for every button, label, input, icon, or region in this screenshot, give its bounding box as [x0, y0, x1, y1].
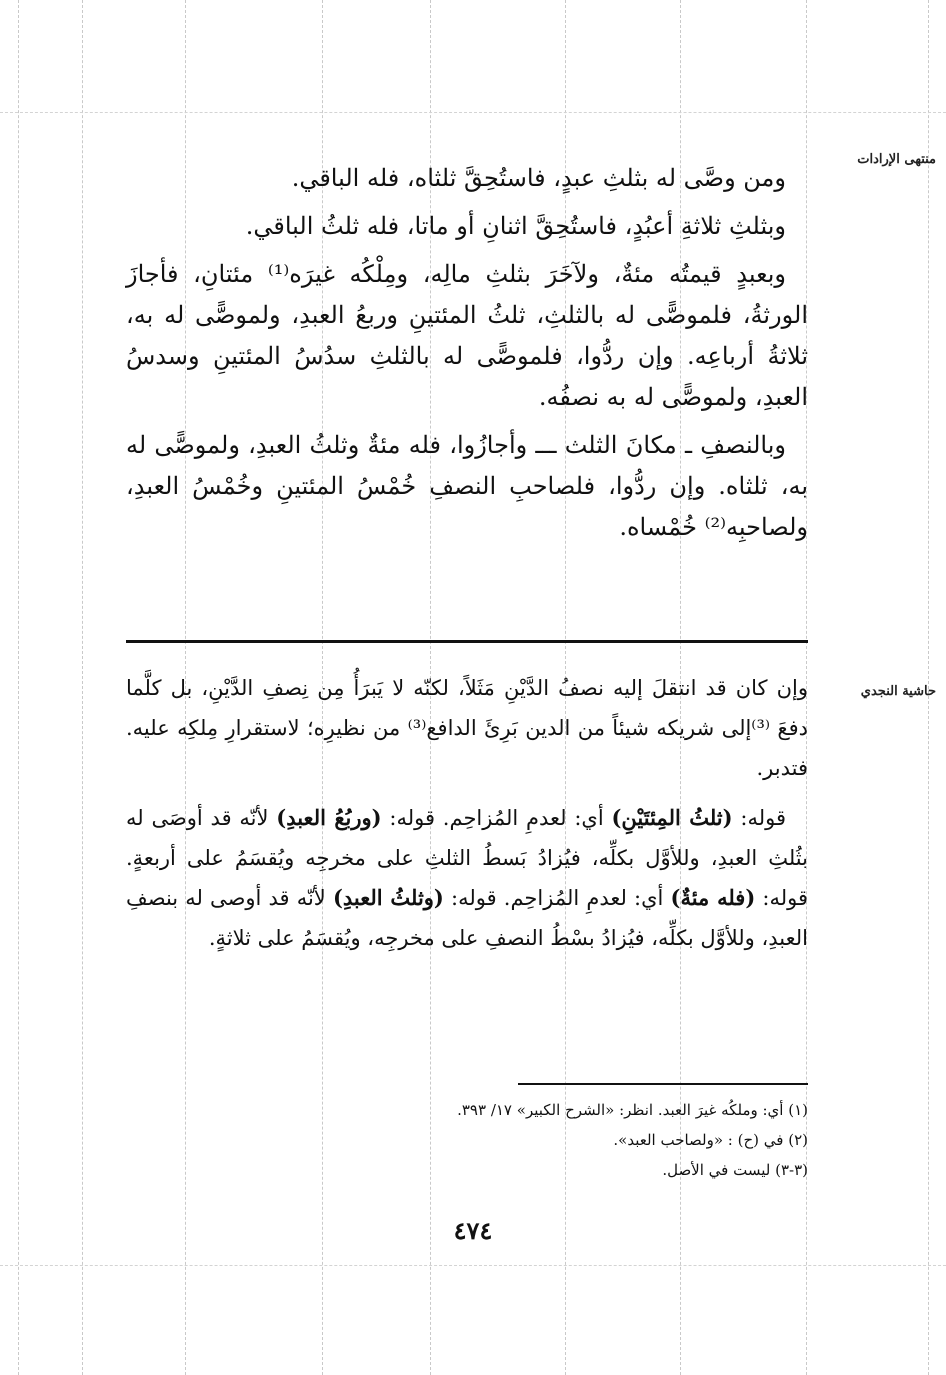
- matn-paragraph: وبعبدٍ قيمتُه مئةٌ، ولآخَرَ بثلثِ مالِه، ومِلْكُه غيرَه⁽¹⁾ مئتانِ، فأجازَ الورثةُ، فلموصًّى له بالثلثِ، ثلثُ المئتينِ وربعُ العبدِ، ولموصًّى له به، ثلاثةُ أرباعِه. وإن ردُّوا، فلموصًّى له بالثلثِ سدُسُ المئتينِ وسدسُ العبدِ، ولموصًّى له به نصفُه.: [126, 260, 808, 411]
- text-divider: [126, 640, 808, 643]
- commentary-text-run: لأنّه قد أوصَى له بثُلثِ العبدِ، وللأوَّل بكلِّه، فيُزادُ بَسطُ الثلثِ على مخرجِه ويُقسَمُ على أربعةٍ. قوله:: [126, 806, 809, 910]
- footnote: (٢) في (ح) : «ولصاحب العبد».: [613, 1131, 808, 1149]
- scan-guide: [18, 0, 19, 1375]
- book-title-label: منتهى الإرادات: [857, 152, 936, 167]
- footnotes: [126, 1095, 808, 1185]
- matn-paragraph: وبثلثِ ثلاثةِ أعبُدٍ، فاستُحِقَّ اثنانِ أو ماتا، فله ثلثُ الباقي.: [245, 212, 786, 240]
- commentary-text-run: لأنّه قد أوصى له بنصفِ العبدِ، وللأوَّل بكلِّه، فيُزادُ بسْطُ النصفِ على مخرجِه، ويُقسَمُ على ثلاثةٍ.: [126, 886, 808, 950]
- matn-paragraph: ومن وصَّى له بثلثِ عبدٍ، فاستُحِقَّ ثلثاه، فله الباقي.: [291, 164, 786, 192]
- scan-guide: [0, 1265, 946, 1266]
- scan-guide: [82, 0, 83, 1375]
- commentary-text-run: أي: لعدمِ المُزاحِم. قوله:: [381, 806, 612, 830]
- scan-guide: [0, 112, 946, 113]
- commentary-text-run: قوله:: [732, 806, 787, 830]
- quoted-phrase: (وربُعُ العبدِ): [276, 805, 382, 830]
- commentary-paragraph: [126, 798, 808, 958]
- quoted-phrase: (وثلثُ العبدِ): [332, 885, 444, 910]
- quoted-phrase: (فله مئةٌ): [670, 885, 756, 910]
- footnote: (٣-٣) ليست في الأصل.: [662, 1161, 808, 1179]
- commentary-text: [126, 668, 808, 968]
- commentary-title-label: حاشية النجدي: [860, 684, 936, 699]
- footnote: (١) أي: وملكُه غيرَ العبد. انظر: «الشرح الكبير» ١٧/ ٣٩٣.: [457, 1101, 808, 1119]
- footnote-divider: [518, 1083, 808, 1085]
- commentary-paragraph: وإن كان قد انتقلَ إليه نصفُ الدَّيْنِ مَثَلاً، لكنّه لا يَبرَأُ مِن نِصفِ الدَّيْنِ، بل كلَّما دفعَ ⁽³⁾إلى شريكه شيئاً من الدين بَرِئَ الدافع⁽³⁾ من نظيرِه؛ لاستقرارِ مِلكِه عليه. فتدبر.: [126, 676, 808, 780]
- commentary-text-run: أي: لعدمِ المُزاحِم. قوله:: [443, 886, 671, 910]
- main-text: [126, 158, 808, 555]
- quoted-phrase: (ثلثُ المِئتَيْنِ): [611, 805, 733, 830]
- page-number: ٤٧٤: [453, 1216, 493, 1245]
- matn-paragraph: وبالنصفِ ـ مكانَ الثلث ـــ وأجازُوا، فله مئةٌ وثلثُ العبدِ، ولموصًّى له به، ثلثاه. وإن ردُّوا، فلصاحبِ النصفِ خُمْسُ المئتينِ وخُمْسُ العبدِ، ولصاحبِه⁽²⁾ خُمْساه.: [126, 431, 808, 541]
